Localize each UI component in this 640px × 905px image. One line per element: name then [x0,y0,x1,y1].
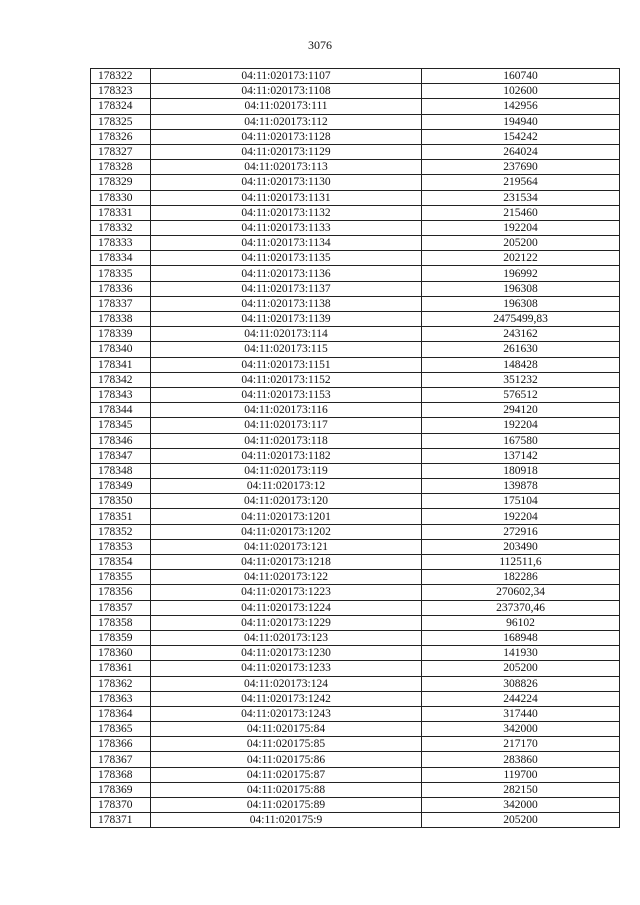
record-number-cell: 178322 [91,69,151,84]
cadastral-value-cell: 203490 [422,539,620,554]
table-row [91,706,620,721]
table-row [91,220,620,235]
table-row [91,99,620,114]
cadastral-value-cell: 576512 [422,387,620,402]
cadastral-number-cell: 04:11:020175:89 [151,798,422,813]
cadastral-number-cell: 04:11:020173:117 [151,418,422,433]
cadastral-number-cell: 04:11:020173:1128 [151,129,422,144]
cadastral-value-cell: 180918 [422,463,620,478]
record-number-cell: 178331 [91,205,151,220]
record-number-cell: 178362 [91,676,151,691]
table-row [91,767,620,782]
cadastral-value-cell: 270602,34 [422,585,620,600]
table-body [91,69,620,828]
table-row [91,160,620,175]
table-row [91,646,620,661]
cadastral-number-cell: 04:11:020173:1224 [151,600,422,615]
table-row [91,296,620,311]
table-row [91,752,620,767]
table-row [91,114,620,129]
cadastral-number-cell: 04:11:020173:1230 [151,646,422,661]
record-number-cell: 178354 [91,555,151,570]
record-number-cell: 178342 [91,372,151,387]
cadastral-value-cell: 243162 [422,327,620,342]
cadastral-number-cell: 04:11:020175:9 [151,813,422,828]
table-row [91,585,620,600]
table-row [91,312,620,327]
cadastral-value-cell: 192204 [422,509,620,524]
table-row [91,357,620,372]
cadastral-value-cell: 261630 [422,342,620,357]
cadastral-value-cell: 237370,46 [422,600,620,615]
table-row [91,479,620,494]
record-number-cell: 178359 [91,630,151,645]
table-row [91,509,620,524]
cadastral-number-cell: 04:11:020173:1202 [151,524,422,539]
cadastral-value-cell: 317440 [422,706,620,721]
table-row [91,630,620,645]
table-row [91,190,620,205]
cadastral-value-cell: 205200 [422,813,620,828]
cadastral-number-cell: 04:11:020173:112 [151,114,422,129]
cadastral-number-cell: 04:11:020173:1107 [151,69,422,84]
record-number-cell: 178344 [91,403,151,418]
cadastral-number-cell: 04:11:020173:120 [151,494,422,509]
cadastral-value-cell: 160740 [422,69,620,84]
record-number-cell: 178371 [91,813,151,828]
cadastral-number-cell: 04:11:020173:114 [151,327,422,342]
cadastral-number-cell: 04:11:020173:119 [151,463,422,478]
cadastral-value-cell: 175104 [422,494,620,509]
cadastral-value-cell: 196308 [422,281,620,296]
table-row [91,129,620,144]
cadastral-number-cell: 04:11:020173:1108 [151,84,422,99]
cadastral-value-cell: 283860 [422,752,620,767]
cadastral-value-cell: 2475499,83 [422,312,620,327]
record-number-cell: 178366 [91,737,151,752]
cadastral-value-cell: 194940 [422,114,620,129]
table-row [91,722,620,737]
table-row [91,524,620,539]
record-number-cell: 178350 [91,494,151,509]
cadastral-number-cell: 04:11:020173:1201 [151,509,422,524]
record-number-cell: 178325 [91,114,151,129]
table-row [91,570,620,585]
cadastral-number-cell: 04:11:020173:1136 [151,266,422,281]
cadastral-value-cell: 244224 [422,691,620,706]
cadastral-value-cell: 192204 [422,220,620,235]
cadastral-number-cell: 04:11:020173:1139 [151,312,422,327]
record-number-cell: 178370 [91,798,151,813]
record-number-cell: 178351 [91,509,151,524]
record-number-cell: 178333 [91,236,151,251]
table-row [91,615,620,630]
cadastral-number-cell: 04:11:020175:87 [151,767,422,782]
cadastral-number-cell: 04:11:020173:1151 [151,357,422,372]
cadastral-number-cell: 04:11:020173:121 [151,539,422,554]
cadastral-value-cell: 202122 [422,251,620,266]
record-number-cell: 178352 [91,524,151,539]
cadastral-number-cell: 04:11:020173:1229 [151,615,422,630]
cadastral-number-cell: 04:11:020173:1152 [151,372,422,387]
cadastral-number-cell: 04:11:020173:122 [151,570,422,585]
cadastral-number-cell: 04:11:020173:1130 [151,175,422,190]
record-number-cell: 178355 [91,570,151,585]
table-row [91,342,620,357]
record-number-cell: 178356 [91,585,151,600]
record-number-cell: 178347 [91,448,151,463]
record-number-cell: 178336 [91,281,151,296]
cadastral-number-cell: 04:11:020173:12 [151,479,422,494]
cadastral-number-cell: 04:11:020173:1137 [151,281,422,296]
cadastral-number-cell: 04:11:020173:1131 [151,190,422,205]
record-number-cell: 178353 [91,539,151,554]
cadastral-number-cell: 04:11:020173:116 [151,403,422,418]
cadastral-number-cell: 04:11:020175:88 [151,782,422,797]
cadastral-value-cell: 168948 [422,630,620,645]
table-row [91,144,620,159]
cadastral-number-cell: 04:11:020173:1132 [151,205,422,220]
table-row [91,539,620,554]
cadastral-number-cell: 04:11:020173:113 [151,160,422,175]
table-row [91,555,620,570]
cadastral-number-cell: 04:11:020173:1138 [151,296,422,311]
table-row [91,84,620,99]
cadastral-number-cell: 04:11:020173:1135 [151,251,422,266]
record-number-cell: 178329 [91,175,151,190]
record-number-cell: 178339 [91,327,151,342]
record-number-cell: 178369 [91,782,151,797]
table-row [91,798,620,813]
table-row [91,281,620,296]
cadastral-value-cell: 231534 [422,190,620,205]
table-row [91,327,620,342]
cadastral-value-cell: 148428 [422,357,620,372]
record-number-cell: 178330 [91,190,151,205]
cadastral-number-cell: 04:11:020173:1133 [151,220,422,235]
table-row [91,175,620,190]
cadastral-number-cell: 04:11:020173:1153 [151,387,422,402]
page-number: 3076 [308,38,332,52]
table-row [91,676,620,691]
cadastral-value-cell: 294120 [422,403,620,418]
record-number-cell: 178348 [91,463,151,478]
table-row [91,433,620,448]
cadastral-value-cell: 167580 [422,433,620,448]
cadastral-number-cell: 04:11:020173:111 [151,99,422,114]
cadastral-value-cell: 205200 [422,236,620,251]
cadastral-number-cell: 04:11:020173:1218 [151,555,422,570]
cadastral-number-cell: 04:11:020173:1134 [151,236,422,251]
table-row [91,387,620,402]
cadastral-value-cell: 219564 [422,175,620,190]
cadastral-value-cell: 141930 [422,646,620,661]
record-number-cell: 178358 [91,615,151,630]
cadastral-value-cell: 102600 [422,84,620,99]
table-row [91,691,620,706]
table-row [91,205,620,220]
table-row [91,266,620,281]
cadastral-value-cell: 154242 [422,129,620,144]
cadastral-value-cell: 137142 [422,448,620,463]
table-row [91,69,620,84]
cadastral-value-cell: 272916 [422,524,620,539]
cadastral-value-cell: 182286 [422,570,620,585]
cadastral-number-cell: 04:11:020173:1182 [151,448,422,463]
cadastral-number-cell: 04:11:020173:1242 [151,691,422,706]
record-number-cell: 178345 [91,418,151,433]
cadastral-value-cell: 217170 [422,737,620,752]
record-number-cell: 178343 [91,387,151,402]
record-number-cell: 178327 [91,144,151,159]
cadastral-number-cell: 04:11:020173:1223 [151,585,422,600]
cadastral-number-cell: 04:11:020175:86 [151,752,422,767]
cadastral-number-cell: 04:11:020173:1233 [151,661,422,676]
cadastral-value-cell: 215460 [422,205,620,220]
cadastral-number-cell: 04:11:020175:84 [151,722,422,737]
cadastral-number-cell: 04:11:020173:124 [151,676,422,691]
table-row [91,813,620,828]
cadastral-value-cell: 351232 [422,372,620,387]
record-number-cell: 178349 [91,479,151,494]
record-number-cell: 178335 [91,266,151,281]
cadastral-value-cell: 342000 [422,798,620,813]
record-number-cell: 178367 [91,752,151,767]
cadastral-value-cell: 308826 [422,676,620,691]
record-number-cell: 178346 [91,433,151,448]
cadastral-value-cell: 139878 [422,479,620,494]
record-number-cell: 178357 [91,600,151,615]
record-number-cell: 178326 [91,129,151,144]
record-number-cell: 178323 [91,84,151,99]
cadastral-number-cell: 04:11:020175:85 [151,737,422,752]
record-number-cell: 178341 [91,357,151,372]
cadastral-value-cell: 196308 [422,296,620,311]
table-row [91,372,620,387]
cadastral-number-cell: 04:11:020173:118 [151,433,422,448]
table-row [91,236,620,251]
cadastral-value-cell: 342000 [422,722,620,737]
table-row [91,403,620,418]
table-row [91,782,620,797]
cadastral-value-table [90,68,620,828]
table-row [91,448,620,463]
cadastral-number-cell: 04:11:020173:115 [151,342,422,357]
cadastral-number-cell: 04:11:020173:123 [151,630,422,645]
cadastral-value-cell: 142956 [422,99,620,114]
record-number-cell: 178338 [91,312,151,327]
table-row [91,463,620,478]
cadastral-value-cell: 96102 [422,615,620,630]
cadastral-value-cell: 119700 [422,767,620,782]
record-number-cell: 178361 [91,661,151,676]
record-number-cell: 178340 [91,342,151,357]
cadastral-value-cell: 192204 [422,418,620,433]
record-number-cell: 178324 [91,99,151,114]
record-number-cell: 178363 [91,691,151,706]
cadastral-value-cell: 112511,6 [422,555,620,570]
cadastral-value-cell: 196992 [422,266,620,281]
record-number-cell: 178337 [91,296,151,311]
cadastral-value-cell: 264024 [422,144,620,159]
record-number-cell: 178368 [91,767,151,782]
record-number-cell: 178364 [91,706,151,721]
cadastral-value-cell: 205200 [422,661,620,676]
cadastral-number-cell: 04:11:020173:1129 [151,144,422,159]
cadastral-number-cell: 04:11:020173:1243 [151,706,422,721]
cadastral-value-cell: 237690 [422,160,620,175]
record-number-cell: 178360 [91,646,151,661]
cadastral-value-cell: 282150 [422,782,620,797]
table-row [91,418,620,433]
table-row [91,600,620,615]
record-number-cell: 178332 [91,220,151,235]
table-row [91,737,620,752]
table-row [91,494,620,509]
table-row [91,251,620,266]
record-number-cell: 178328 [91,160,151,175]
record-number-cell: 178334 [91,251,151,266]
record-number-cell: 178365 [91,722,151,737]
table-row [91,661,620,676]
